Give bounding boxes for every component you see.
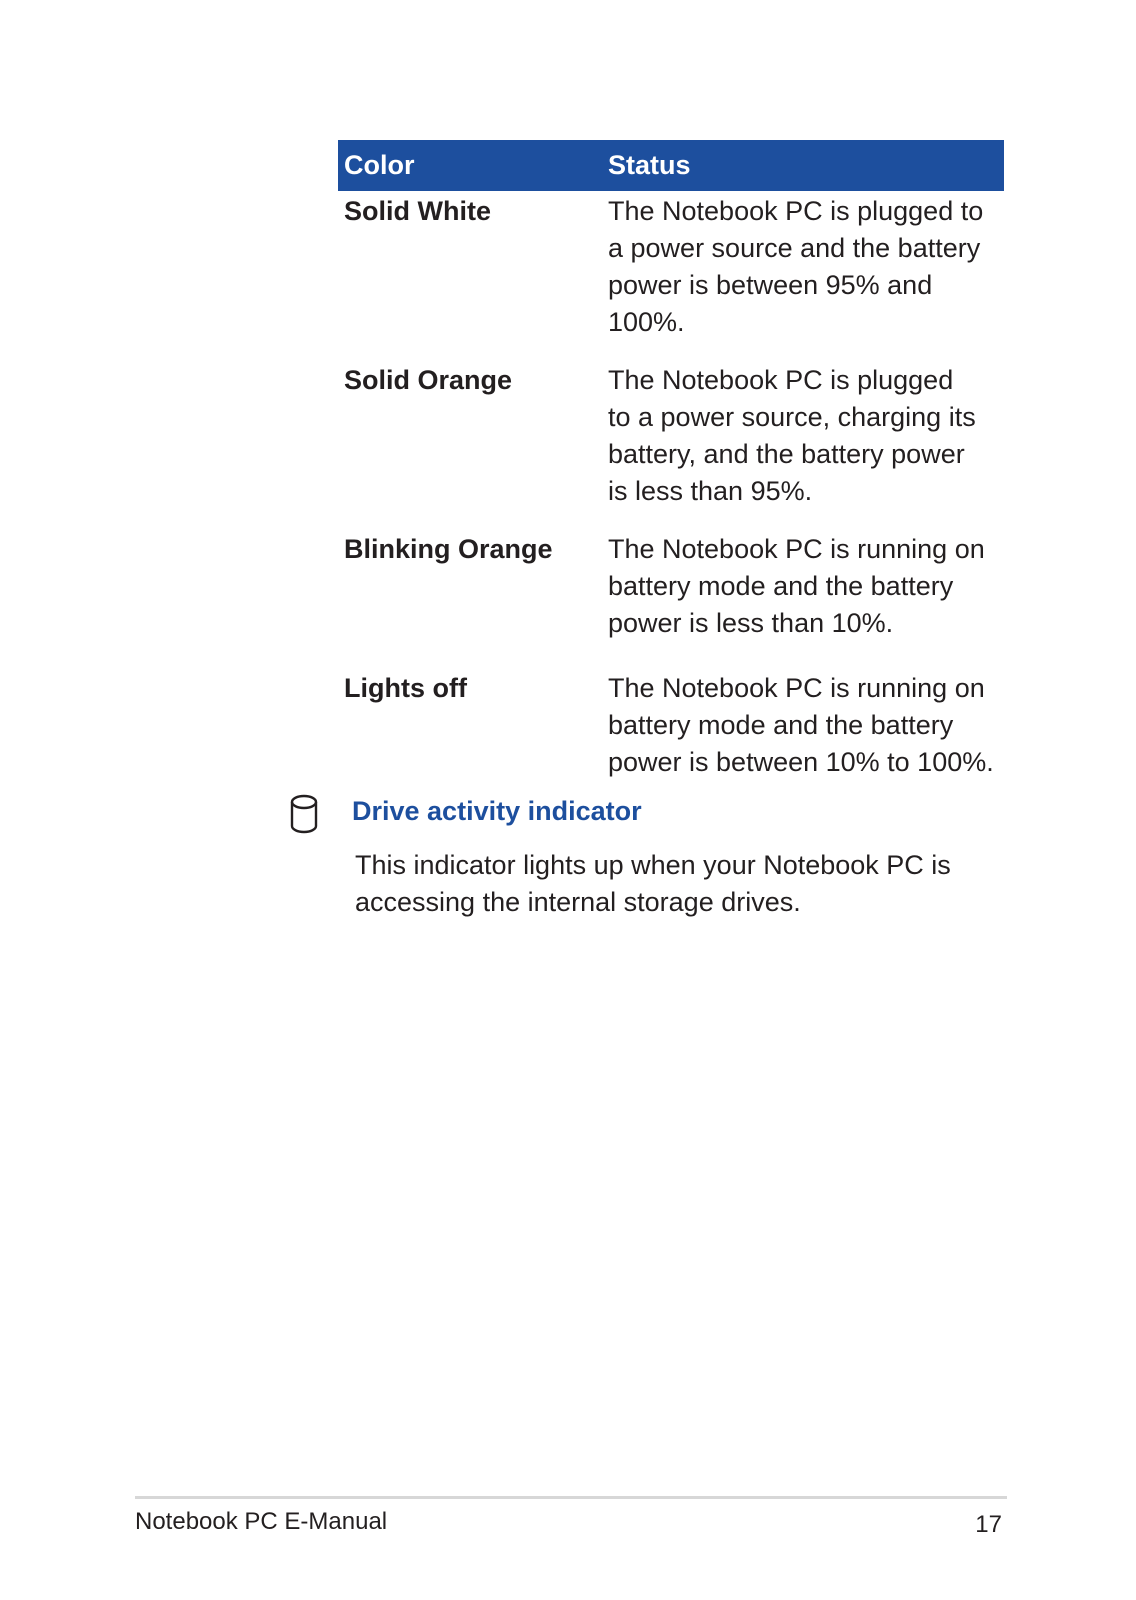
table-row — [338, 531, 1004, 642]
row-status-text: The Notebook PC is running on battery mode and the battery power is less than 10%. — [608, 534, 985, 638]
table-row — [338, 670, 1004, 781]
status-table — [338, 140, 1004, 777]
page-number: 17 — [975, 1511, 1002, 1538]
drive-icon — [288, 794, 320, 834]
row-status-text: The Notebook PC is plugged to a power source and the battery power is between 95% and 100%. — [608, 196, 984, 337]
section-title: Drive activity indicator — [352, 796, 642, 826]
section-body: This indicator lights up when your Notebook PC is accessing the internal storage drives. — [355, 850, 951, 917]
row-color-label: Solid White — [344, 196, 491, 226]
header-status: Status — [608, 150, 691, 180]
table-header — [338, 140, 1004, 191]
header-color: Color — [344, 150, 415, 180]
table-row — [338, 362, 1004, 510]
row-status-text: The Notebook PC is plugged to a power source, charging its battery, and the battery power is less than 95%. — [608, 365, 976, 506]
row-status-text: The Notebook PC is running on battery mode and the battery power is between 10% to 100%. — [608, 673, 994, 777]
table-row — [338, 193, 1004, 341]
footer-title: Notebook PC E-Manual — [135, 1508, 388, 1535]
row-color-label: Solid Orange — [344, 365, 513, 395]
footer-divider — [135, 1496, 1007, 1499]
row-color-label: Blinking Orange — [344, 534, 553, 564]
row-color-label: Lights off — [344, 673, 467, 703]
